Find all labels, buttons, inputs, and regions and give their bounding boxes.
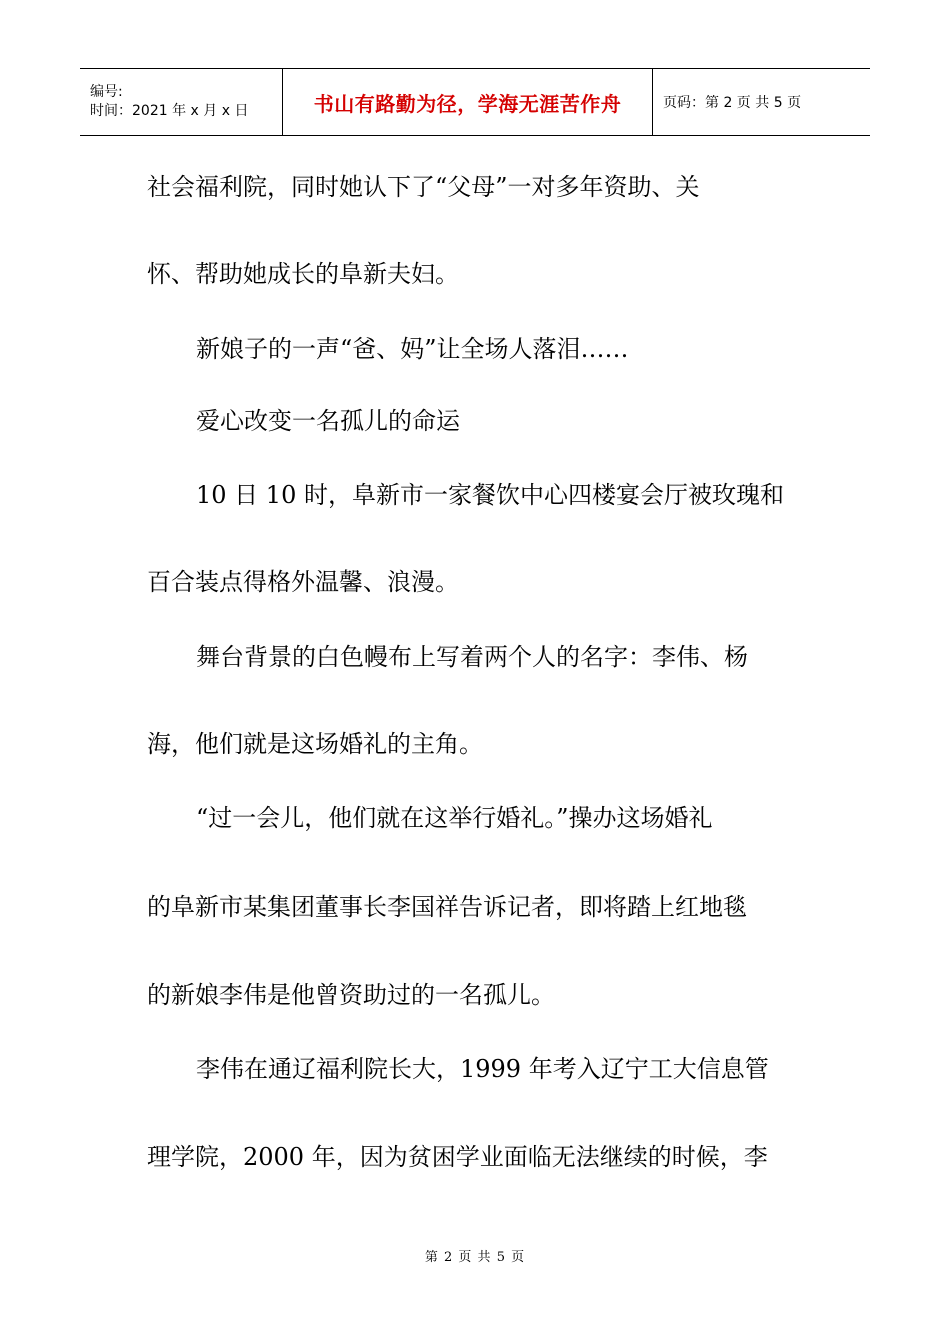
body-line: 李伟在通辽福利院长大，1999 年考入辽宁工大信息管	[196, 1055, 769, 1083]
header-meta	[80, 69, 283, 135]
time-label: 时间：2021 年 x 月 x 日	[90, 103, 249, 119]
motto-text: 书山有路勤为径，学海无涯苦作舟	[313, 91, 622, 116]
body-line: 海，他们就是这场婚礼的主角。	[147, 730, 483, 758]
body-line: 怀、帮助她成长的阜新夫妇。	[147, 260, 459, 288]
body-line: 舞台背景的白色幔布上写着两个人的名字：李伟、杨	[196, 643, 748, 671]
body-line: 10 日 10 时，阜新市一家餐饮中心四楼宴会厅被玫瑰和	[196, 481, 784, 509]
section-heading: 爱心改变一名孤儿的命运	[196, 407, 460, 435]
body-line: 百合装点得格外温馨、浪漫。	[147, 568, 459, 596]
number-label: 编号:	[90, 84, 123, 100]
body-line: 社会福利院，同时她认下了“父母”一对多年资助、关	[147, 173, 700, 201]
document-header	[80, 68, 870, 136]
page-footer: 第 2 页 共 5 页	[424, 1250, 526, 1265]
body-line: 理学院，2000 年，因为贫困学业面临无法继续的时候，李	[147, 1143, 768, 1171]
page-info: 页码：第 2 页 共 5 页	[663, 95, 802, 111]
header-motto-cell	[283, 69, 653, 135]
body-line: “过一会儿，他们就在这举行婚礼。”操办这场婚礼	[196, 804, 713, 832]
header-page-cell	[653, 69, 870, 135]
body-line: 的新娘李伟是他曾资助过的一名孤儿。	[147, 981, 555, 1009]
body-line: 新娘子的一声“爸、妈”让全场人落泪……	[196, 335, 629, 363]
body-line: 的阜新市某集团董事长李国祥告诉记者，即将踏上红地毯	[147, 893, 747, 921]
